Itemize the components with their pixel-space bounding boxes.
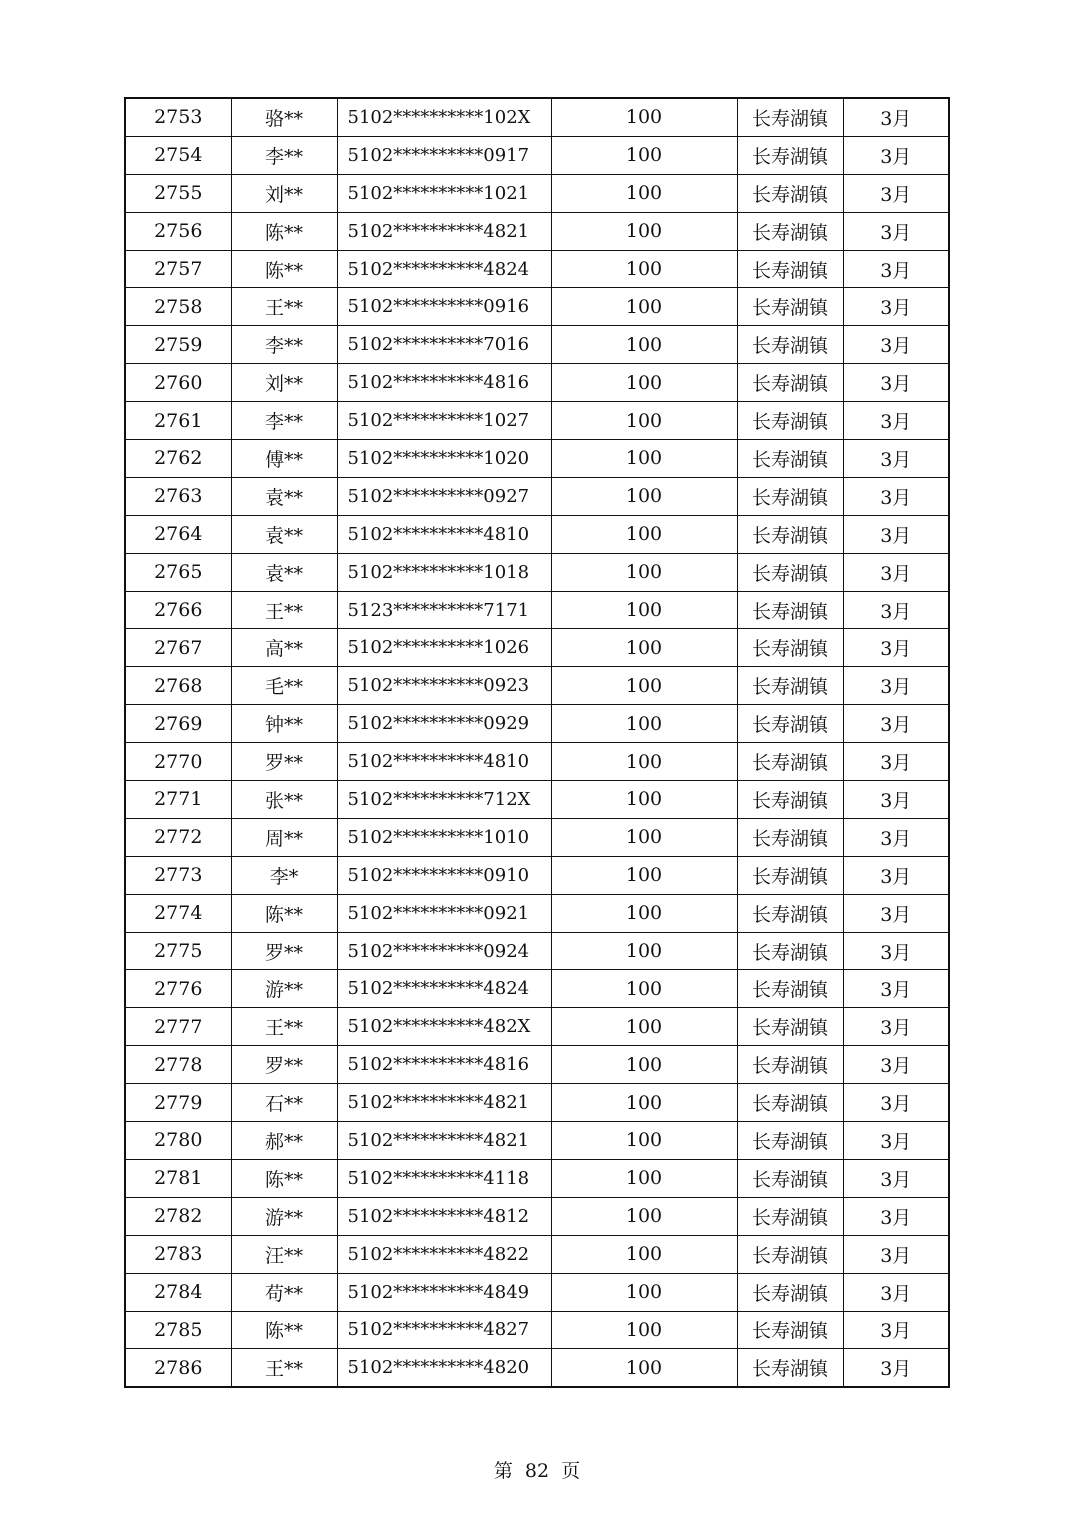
name-cell: 王** — [231, 288, 337, 326]
town-cell: 长寿湖镇 — [737, 553, 843, 591]
table-row — [125, 1235, 949, 1273]
town-cell: 长寿湖镇 — [737, 440, 843, 478]
name-cell: 袁** — [231, 515, 337, 553]
serial-number-cell: 2759 — [125, 326, 231, 364]
month-cell: 3月 — [843, 970, 949, 1008]
town-cell: 长寿湖镇 — [737, 970, 843, 1008]
name-cell: 陈** — [231, 1159, 337, 1197]
amount-cell: 100 — [551, 440, 737, 478]
month-cell: 3月 — [843, 743, 949, 781]
serial-number-cell: 2757 — [125, 250, 231, 288]
table-row — [125, 477, 949, 515]
name-cell: 高** — [231, 629, 337, 667]
amount-cell: 100 — [551, 781, 737, 819]
amount-cell: 100 — [551, 98, 737, 136]
id-number-cell: 5102**********1010 — [337, 818, 551, 856]
amount-cell: 100 — [551, 1311, 737, 1349]
id-number-cell: 5123**********7171 — [337, 591, 551, 629]
table-row — [125, 402, 949, 440]
month-cell: 3月 — [843, 250, 949, 288]
month-cell: 3月 — [843, 1349, 949, 1387]
month-cell: 3月 — [843, 515, 949, 553]
month-cell: 3月 — [843, 818, 949, 856]
serial-number-cell: 2770 — [125, 743, 231, 781]
id-number-cell: 5102**********102X — [337, 98, 551, 136]
serial-number-cell: 2777 — [125, 1008, 231, 1046]
amount-cell: 100 — [551, 591, 737, 629]
serial-number-cell: 2765 — [125, 553, 231, 591]
town-cell: 长寿湖镇 — [737, 818, 843, 856]
month-cell: 3月 — [843, 1008, 949, 1046]
month-cell: 3月 — [843, 212, 949, 250]
id-number-cell: 5102**********1018 — [337, 553, 551, 591]
table-row — [125, 1349, 949, 1387]
serial-number-cell: 2763 — [125, 477, 231, 515]
town-cell: 长寿湖镇 — [737, 629, 843, 667]
table-row — [125, 1046, 949, 1084]
name-cell: 游** — [231, 970, 337, 1008]
serial-number-cell: 2756 — [125, 212, 231, 250]
month-cell: 3月 — [843, 705, 949, 743]
serial-number-cell: 2755 — [125, 174, 231, 212]
name-cell: 汪** — [231, 1235, 337, 1273]
serial-number-cell: 2783 — [125, 1235, 231, 1273]
name-cell: 罗** — [231, 743, 337, 781]
serial-number-cell: 2758 — [125, 288, 231, 326]
name-cell: 刘** — [231, 174, 337, 212]
amount-cell: 100 — [551, 1159, 737, 1197]
amount-cell: 100 — [551, 1008, 737, 1046]
amount-cell: 100 — [551, 1273, 737, 1311]
town-cell: 长寿湖镇 — [737, 174, 843, 212]
id-number-cell: 5102**********0910 — [337, 856, 551, 894]
table-row — [125, 1273, 949, 1311]
amount-cell: 100 — [551, 250, 737, 288]
name-cell: 李** — [231, 402, 337, 440]
serial-number-cell: 2773 — [125, 856, 231, 894]
month-cell: 3月 — [843, 1084, 949, 1122]
amount-cell: 100 — [551, 477, 737, 515]
month-cell: 3月 — [843, 1273, 949, 1311]
table-row — [125, 364, 949, 402]
serial-number-cell: 2774 — [125, 894, 231, 932]
month-cell: 3月 — [843, 1046, 949, 1084]
roster-body — [125, 98, 949, 1387]
amount-cell: 100 — [551, 1197, 737, 1235]
id-number-cell: 5102**********1027 — [337, 402, 551, 440]
table-row — [125, 932, 949, 970]
town-cell: 长寿湖镇 — [737, 326, 843, 364]
amount-cell: 100 — [551, 288, 737, 326]
table-row — [125, 288, 949, 326]
month-cell: 3月 — [843, 781, 949, 819]
town-cell: 长寿湖镇 — [737, 1349, 843, 1387]
id-number-cell: 5102**********7016 — [337, 326, 551, 364]
amount-cell: 100 — [551, 515, 737, 553]
table-row — [125, 326, 949, 364]
serial-number-cell: 2769 — [125, 705, 231, 743]
month-cell: 3月 — [843, 477, 949, 515]
id-number-cell: 5102**********4820 — [337, 1349, 551, 1387]
name-cell: 钟** — [231, 705, 337, 743]
town-cell: 长寿湖镇 — [737, 1122, 843, 1160]
town-cell: 长寿湖镇 — [737, 1235, 843, 1273]
id-number-cell: 5102**********4118 — [337, 1159, 551, 1197]
page-number: 82 — [524, 1460, 550, 1482]
month-cell: 3月 — [843, 98, 949, 136]
town-cell: 长寿湖镇 — [737, 705, 843, 743]
month-cell: 3月 — [843, 1235, 949, 1273]
amount-cell: 100 — [551, 743, 737, 781]
month-cell: 3月 — [843, 667, 949, 705]
amount-cell: 100 — [551, 629, 737, 667]
town-cell: 长寿湖镇 — [737, 743, 843, 781]
town-cell: 长寿湖镇 — [737, 1046, 843, 1084]
name-cell: 苟** — [231, 1273, 337, 1311]
town-cell: 长寿湖镇 — [737, 1197, 843, 1235]
id-number-cell: 5102**********0916 — [337, 288, 551, 326]
serial-number-cell: 2760 — [125, 364, 231, 402]
month-cell: 3月 — [843, 1159, 949, 1197]
id-number-cell: 5102**********4849 — [337, 1273, 551, 1311]
serial-number-cell: 2786 — [125, 1349, 231, 1387]
amount-cell: 100 — [551, 364, 737, 402]
month-cell: 3月 — [843, 326, 949, 364]
serial-number-cell: 2782 — [125, 1197, 231, 1235]
table-row — [125, 553, 949, 591]
amount-cell: 100 — [551, 894, 737, 932]
table-row — [125, 818, 949, 856]
serial-number-cell: 2767 — [125, 629, 231, 667]
table-row — [125, 629, 949, 667]
month-cell: 3月 — [843, 288, 949, 326]
id-number-cell: 5102**********0923 — [337, 667, 551, 705]
month-cell: 3月 — [843, 591, 949, 629]
id-number-cell: 5102**********712X — [337, 781, 551, 819]
town-cell: 长寿湖镇 — [737, 250, 843, 288]
id-number-cell: 5102**********0924 — [337, 932, 551, 970]
table-row — [125, 1159, 949, 1197]
month-cell: 3月 — [843, 629, 949, 667]
amount-cell: 100 — [551, 705, 737, 743]
month-cell: 3月 — [843, 136, 949, 174]
id-number-cell: 5102**********4810 — [337, 743, 551, 781]
table-row — [125, 440, 949, 478]
town-cell: 长寿湖镇 — [737, 894, 843, 932]
amount-cell: 100 — [551, 1235, 737, 1273]
serial-number-cell: 2766 — [125, 591, 231, 629]
roster-table — [124, 97, 950, 1388]
name-cell: 骆** — [231, 98, 337, 136]
amount-cell: 100 — [551, 667, 737, 705]
name-cell: 陈** — [231, 894, 337, 932]
serial-number-cell: 2772 — [125, 818, 231, 856]
table-row — [125, 136, 949, 174]
town-cell: 长寿湖镇 — [737, 1311, 843, 1349]
serial-number-cell: 2778 — [125, 1046, 231, 1084]
town-cell: 长寿湖镇 — [737, 856, 843, 894]
name-cell: 李** — [231, 326, 337, 364]
page-prefix: 第 — [493, 1460, 513, 1482]
serial-number-cell: 2762 — [125, 440, 231, 478]
town-cell: 长寿湖镇 — [737, 932, 843, 970]
amount-cell: 100 — [551, 1349, 737, 1387]
serial-number-cell: 2775 — [125, 932, 231, 970]
name-cell: 王** — [231, 1008, 337, 1046]
amount-cell: 100 — [551, 212, 737, 250]
table-row — [125, 212, 949, 250]
id-number-cell: 5102**********482X — [337, 1008, 551, 1046]
table-row — [125, 1311, 949, 1349]
town-cell: 长寿湖镇 — [737, 288, 843, 326]
id-number-cell: 5102**********4812 — [337, 1197, 551, 1235]
name-cell: 袁** — [231, 477, 337, 515]
town-cell: 长寿湖镇 — [737, 1159, 843, 1197]
town-cell: 长寿湖镇 — [737, 591, 843, 629]
id-number-cell: 5102**********0929 — [337, 705, 551, 743]
id-number-cell: 5102**********0921 — [337, 894, 551, 932]
name-cell: 王** — [231, 1349, 337, 1387]
name-cell: 罗** — [231, 932, 337, 970]
amount-cell: 100 — [551, 553, 737, 591]
table-row — [125, 174, 949, 212]
name-cell: 陈** — [231, 250, 337, 288]
serial-number-cell: 2780 — [125, 1122, 231, 1160]
name-cell: 王** — [231, 591, 337, 629]
table-row — [125, 591, 949, 629]
id-number-cell: 5102**********1026 — [337, 629, 551, 667]
amount-cell: 100 — [551, 1046, 737, 1084]
table-row — [125, 515, 949, 553]
table-row — [125, 1122, 949, 1160]
id-number-cell: 5102**********4821 — [337, 1122, 551, 1160]
town-cell: 长寿湖镇 — [737, 1273, 843, 1311]
name-cell: 李* — [231, 856, 337, 894]
serial-number-cell: 2771 — [125, 781, 231, 819]
serial-number-cell: 2776 — [125, 970, 231, 1008]
town-cell: 长寿湖镇 — [737, 212, 843, 250]
month-cell: 3月 — [843, 894, 949, 932]
id-number-cell: 5102**********4810 — [337, 515, 551, 553]
table-row — [125, 667, 949, 705]
month-cell: 3月 — [843, 856, 949, 894]
table-row — [125, 970, 949, 1008]
amount-cell: 100 — [551, 970, 737, 1008]
town-cell: 长寿湖镇 — [737, 781, 843, 819]
amount-cell: 100 — [551, 136, 737, 174]
table-row — [125, 781, 949, 819]
table-row — [125, 1197, 949, 1235]
table-row — [125, 250, 949, 288]
month-cell: 3月 — [843, 364, 949, 402]
month-cell: 3月 — [843, 174, 949, 212]
serial-number-cell: 2784 — [125, 1273, 231, 1311]
name-cell: 袁** — [231, 553, 337, 591]
amount-cell: 100 — [551, 1084, 737, 1122]
id-number-cell: 5102**********0927 — [337, 477, 551, 515]
table-row — [125, 98, 949, 136]
table-row — [125, 1008, 949, 1046]
amount-cell: 100 — [551, 818, 737, 856]
table-row — [125, 894, 949, 932]
name-cell: 游** — [231, 1197, 337, 1235]
amount-cell: 100 — [551, 856, 737, 894]
town-cell: 长寿湖镇 — [737, 477, 843, 515]
name-cell: 周** — [231, 818, 337, 856]
page-suffix: 页 — [561, 1460, 581, 1482]
table-row — [125, 1084, 949, 1122]
name-cell: 刘** — [231, 364, 337, 402]
town-cell: 长寿湖镇 — [737, 1084, 843, 1122]
id-number-cell: 5102**********4821 — [337, 212, 551, 250]
month-cell: 3月 — [843, 1197, 949, 1235]
serial-number-cell: 2764 — [125, 515, 231, 553]
serial-number-cell: 2768 — [125, 667, 231, 705]
id-number-cell: 5102**********4816 — [337, 1046, 551, 1084]
serial-number-cell: 2754 — [125, 136, 231, 174]
table-row — [125, 743, 949, 781]
name-cell: 毛** — [231, 667, 337, 705]
town-cell: 长寿湖镇 — [737, 136, 843, 174]
id-number-cell: 5102**********4822 — [337, 1235, 551, 1273]
amount-cell: 100 — [551, 174, 737, 212]
serial-number-cell: 2753 — [125, 98, 231, 136]
town-cell: 长寿湖镇 — [737, 98, 843, 136]
town-cell: 长寿湖镇 — [737, 402, 843, 440]
name-cell: 郝** — [231, 1122, 337, 1160]
name-cell: 李** — [231, 136, 337, 174]
month-cell: 3月 — [843, 1311, 949, 1349]
month-cell: 3月 — [843, 1122, 949, 1160]
id-number-cell: 5102**********4824 — [337, 970, 551, 1008]
page-footer — [0, 1456, 1074, 1483]
serial-number-cell: 2779 — [125, 1084, 231, 1122]
id-number-cell: 5102**********4821 — [337, 1084, 551, 1122]
town-cell: 长寿湖镇 — [737, 364, 843, 402]
name-cell: 傅** — [231, 440, 337, 478]
month-cell: 3月 — [843, 932, 949, 970]
id-number-cell: 5102**********1021 — [337, 174, 551, 212]
town-cell: 长寿湖镇 — [737, 667, 843, 705]
id-number-cell: 5102**********1020 — [337, 440, 551, 478]
amount-cell: 100 — [551, 1122, 737, 1160]
name-cell: 罗** — [231, 1046, 337, 1084]
name-cell: 石** — [231, 1084, 337, 1122]
month-cell: 3月 — [843, 402, 949, 440]
amount-cell: 100 — [551, 326, 737, 364]
month-cell: 3月 — [843, 440, 949, 478]
month-cell: 3月 — [843, 553, 949, 591]
id-number-cell: 5102**********4827 — [337, 1311, 551, 1349]
table-row — [125, 705, 949, 743]
name-cell: 陈** — [231, 212, 337, 250]
id-number-cell: 5102**********4824 — [337, 250, 551, 288]
amount-cell: 100 — [551, 402, 737, 440]
serial-number-cell: 2781 — [125, 1159, 231, 1197]
town-cell: 长寿湖镇 — [737, 515, 843, 553]
name-cell: 张** — [231, 781, 337, 819]
id-number-cell: 5102**********0917 — [337, 136, 551, 174]
town-cell: 长寿湖镇 — [737, 1008, 843, 1046]
id-number-cell: 5102**********4816 — [337, 364, 551, 402]
serial-number-cell: 2785 — [125, 1311, 231, 1349]
amount-cell: 100 — [551, 932, 737, 970]
serial-number-cell: 2761 — [125, 402, 231, 440]
name-cell: 陈** — [231, 1311, 337, 1349]
table-row — [125, 856, 949, 894]
